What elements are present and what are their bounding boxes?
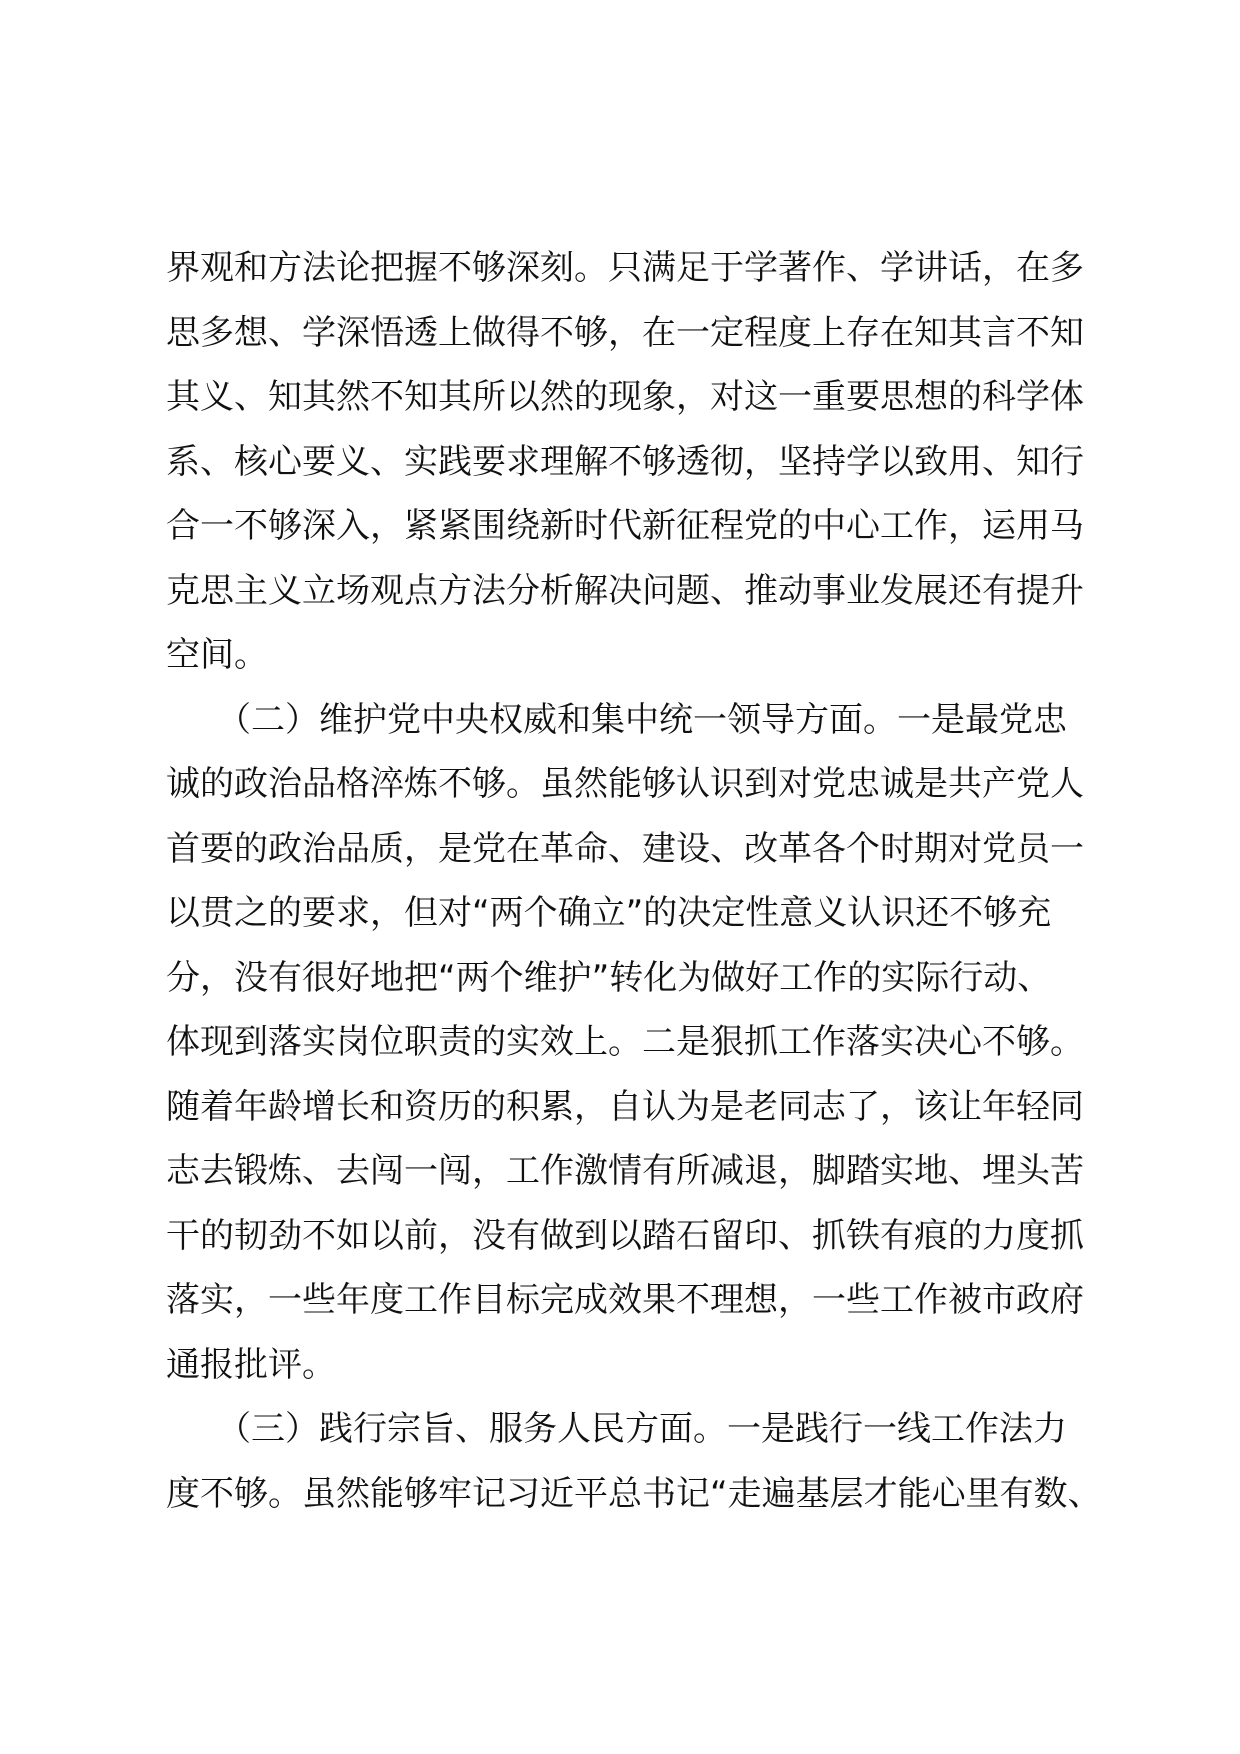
text-line: 干的韧劲不如以前，没有做到以踏石留印、抓铁有痕的力度抓 [166, 1215, 1084, 1256]
text-line: 首要的政治品质，是党在革命、建设、改革各个时期对党员一 [166, 828, 1084, 869]
text-line: 克思主义立场观点方法分析解决问题、推动事业发展还有提升 [166, 570, 1084, 611]
text-line: 随着年龄增长和资历的积累，自认为是老同志了，该让年轻同 [166, 1086, 1084, 1127]
text-line: 诚的政治品格淬炼不够。虽然能够认识到对党忠诚是共产党人 [166, 764, 1084, 804]
text-line: 志去锻炼、去闯一闯，工作激情有所减退，脚踏实地、埋头苦 [166, 1151, 1084, 1191]
text-line: 其义、知其然不知其所以然的现象，对这一重要思想的科学体 [166, 377, 1084, 417]
text-line: 界观和方法论把握不够深刻。只满足于学著作、学讲话，在多 [166, 248, 1084, 288]
text-line: 度不够。虽然能够牢记习近平总书记“走遍基层才能心里有数、 [166, 1473, 1102, 1514]
text-line: 思多想、学深悟透上做得不够，在一定程度上存在知其言不知 [166, 312, 1084, 353]
text-line: 以贯之的要求，但对“两个确立”的决定性意义认识还不够充 [166, 893, 1052, 933]
text-line: 体现到落实岗位职责的实效上。二是狠抓工作落实决心不够。 [166, 1022, 1084, 1062]
text-line: 分，没有很好地把“两个维护”转化为做好工作的实际行动、 [166, 957, 1052, 998]
section-heading-line: （二）维护党中央权威和集中统一领导方面。一是最党忠 [166, 699, 1067, 740]
text-line: 通报批评。 [166, 1344, 336, 1385]
text-line: 空间。 [166, 635, 268, 675]
text-line: 合一不够深入，紧紧围绕新时代新征程党的中心工作，运用马 [166, 506, 1084, 546]
body-text [166, 236, 1102, 1526]
section-heading-line: （三）践行宗旨、服务人民方面。一是践行一线工作法力 [166, 1409, 1067, 1449]
text-line: 系、核心要义、实践要求理解不够透彻，坚持学以致用、知行 [166, 441, 1084, 482]
text-line: 落实，一些年度工作目标完成效果不理想，一些工作被市政府 [166, 1280, 1084, 1320]
